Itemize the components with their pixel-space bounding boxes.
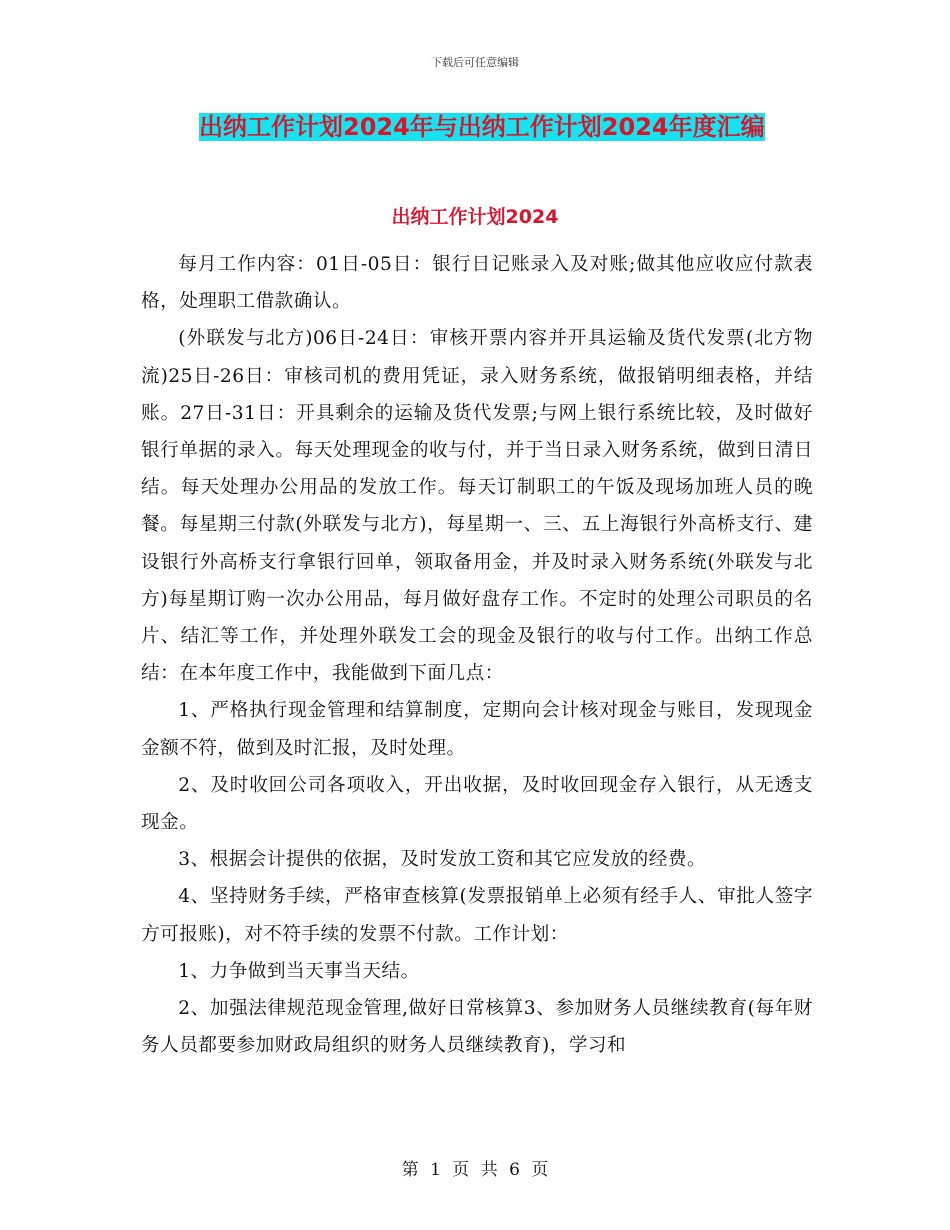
document-body (141, 246, 813, 1064)
paragraph: (外联发与北方)06日-24日：审核开票内容并开具运输及货代发票(北方物流)25日-26日：审核司机的费用凭证，录入财务系统，做报销明细表格，并结账。27日-31日：开具剩余的运输及货代发票;与网上银行系统比较，及时做好银行单据的录入。每天处理现金的收与付，并于当日录入财务系统，做到日清日结。每天处理办公用品的发放工作。每天订制职工的午饭及现场加班人员的晚餐。每星期三付款(外联发与北方)，每星期一、三、五上海银行外高桥支行、建设银行外高桥支行拿银行回单，领取备用金，并及时录入财务系统(外联发与北方)每星期订购一次办公用品，每月做好盘存工作。不定时的处理公司职员的名片、结汇等工作，并处理外联发工会的现金及银行的收与付工作。出纳工作总结：在本年度工作中，我能做到下面几点： (141, 328, 813, 685)
paragraph: 2、及时收回公司各项收入，开出收据，及时收回现金存入银行，从无透支现金。 (141, 774, 813, 834)
paragraph: 2、加强法律规范现金管理,做好日常核算3、参加财务人员继续教育(每年财务人员都要参加财政局组织的财务人员继续教育)，学习和 (141, 998, 813, 1057)
page-footer: 第 1 页 共 6 页 (401, 1160, 549, 1180)
header-note: 下载后可任意编辑 (431, 56, 519, 69)
paragraph: 1、严格执行现金管理和结算制度，定期向会计核对现金与账目，发现现金金额不符，做到及时汇报，及时处理。 (141, 700, 813, 759)
section-title: 出纳工作计划2024 (391, 206, 559, 228)
paragraph: 4、坚持财务手续，严格审查核算(发票报销单上必须有经手人、审批人签字方可报账)，对不符手续的发票不付款。工作计划： (141, 886, 813, 945)
document-title (197, 110, 767, 144)
document-title-text: 出纳工作计划2024年与出纳工作计划2024年度汇编 (199, 113, 765, 141)
paragraph: 每月工作内容：01日-05日：银行日记账录入及对账;做其他应收应付款表格，处理职工借款确认。 (141, 254, 813, 313)
paragraph: 3、根据会计提供的依据，及时发放工资和其它应发放的经费。 (178, 849, 707, 871)
paragraph: 1、力争做到当天事当天结。 (178, 960, 420, 982)
